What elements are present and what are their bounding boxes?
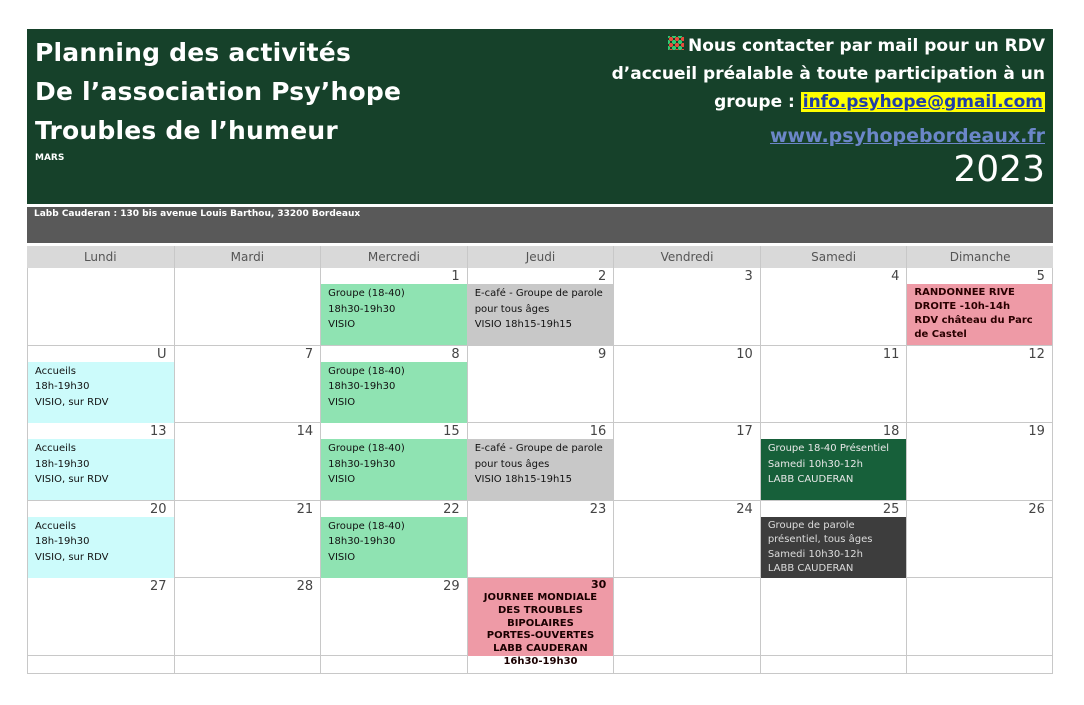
day-number: 19 <box>1028 424 1045 439</box>
day-number: 23 <box>589 501 607 517</box>
event-text: Groupe (18-40) 18h30-19h30 VISIO <box>328 520 405 563</box>
calendar-day-cell[interactable] <box>760 423 907 500</box>
calendar-week <box>27 423 1053 501</box>
empty-cell <box>613 656 760 673</box>
calendar-event[interactable] <box>761 439 907 500</box>
calendar-day-cell[interactable] <box>906 501 1053 578</box>
event-text: Groupe (18-40) 18h30-19h30 VISIO <box>328 365 405 408</box>
day-number: 14 <box>296 424 314 439</box>
calendar-day-cell[interactable] <box>613 346 760 423</box>
title-line-3: Troubles de l’humeur <box>35 116 338 145</box>
calendar-day-cell[interactable] <box>760 268 907 345</box>
calendar-event[interactable] <box>28 517 174 578</box>
calendar-day-cell[interactable] <box>320 346 467 423</box>
calendar-day-cell[interactable] <box>906 346 1053 423</box>
header-banner <box>27 29 1053 204</box>
empty-cell <box>27 656 174 673</box>
calendar-day-cell[interactable] <box>467 423 614 500</box>
day-number: 29 <box>443 579 460 594</box>
day-number: 5 <box>1036 269 1045 284</box>
calendar-event[interactable] <box>468 284 614 345</box>
event-text: E-café - Groupe de parole pour tous âges VISIO 18h15-19h15 <box>474 288 603 330</box>
title-line-1: Planning des activités <box>35 38 352 67</box>
calendar-day-cell[interactable] <box>906 268 1053 345</box>
day-number: 25 <box>882 501 900 517</box>
calendar-day-cell[interactable] <box>613 268 760 345</box>
day-number: 21 <box>296 501 314 517</box>
calendar-day-cell[interactable] <box>320 423 467 500</box>
address-bar <box>27 207 1053 243</box>
contact-line-3: groupe : <box>714 92 801 112</box>
day-number: U <box>157 346 167 362</box>
calendar-day-cell[interactable] <box>467 268 614 345</box>
calendar-event[interactable] <box>321 439 467 500</box>
address-text: Labb Cauderan : 130 bis avenue Louis Barthou, 33200 Bordeaux <box>34 209 361 219</box>
dow-label: Vendredi <box>613 246 760 268</box>
calendar-tail-row <box>27 656 1053 674</box>
day-number: 10 <box>736 346 753 362</box>
day-number: 17 <box>736 424 753 439</box>
calendar-event[interactable] <box>907 284 1052 345</box>
dow-label: Mardi <box>174 246 321 268</box>
event-text: Groupe 18-40 Présentiel Samedi 10h30-12h LABB CAUDERAN <box>767 443 890 485</box>
empty-cell <box>906 656 1053 673</box>
empty-cell <box>174 656 321 673</box>
dow-label: Samedi <box>760 246 907 268</box>
calendar-day-cell[interactable] <box>467 346 614 423</box>
calendar-event[interactable] <box>28 439 174 500</box>
empty-cell <box>320 656 467 673</box>
day-number: 2 <box>597 269 607 284</box>
event-text: JOURNEE MONDIALE DES TROUBLES BIPOLAIRES PORTES-OUVERTES LABB CAUDERAN 16h30-19h30 <box>483 592 598 667</box>
contact-line-2: d’accueil préalable à toute participation à un <box>611 64 1045 84</box>
day-number: 9 <box>597 346 607 362</box>
calendar-day-cell[interactable] <box>613 423 760 500</box>
calendar-day-cell[interactable] <box>613 578 760 655</box>
event-text: E-café - Groupe de parole pour tous âges VISIO 18h15-19h15 <box>474 443 603 485</box>
calendar-day-cell[interactable] <box>467 578 614 667</box>
day-of-week-header <box>27 246 1053 268</box>
event-text: Groupe (18-40) 18h30-19h30 VISIO <box>328 443 405 485</box>
day-number: 22 <box>443 501 460 517</box>
calendar-day-cell[interactable] <box>906 578 1053 655</box>
event-text: RANDONNEE RIVE DROITE -10h-14h RDV château du Parc de Castel <box>914 287 1033 340</box>
calendar-day-cell[interactable] <box>174 423 321 500</box>
day-number: 1 <box>451 269 460 284</box>
calendar-week <box>27 578 1053 667</box>
calendar-day-cell[interactable] <box>613 501 760 578</box>
calendar-event[interactable] <box>28 362 174 423</box>
calendar-event[interactable] <box>761 517 907 578</box>
title-line-2: De l’association Psy’hope <box>35 77 402 106</box>
day-number: 30 <box>590 578 607 591</box>
day-number: 18 <box>882 424 900 439</box>
day-number: 26 <box>1028 501 1045 517</box>
year-label: 2023 <box>953 149 1045 190</box>
day-number: 20 <box>150 501 167 517</box>
calendar-event[interactable] <box>468 439 614 500</box>
event-text: Accueils 18h-19h30 VISIO, sur RDV <box>35 365 109 408</box>
calendar-day-cell[interactable] <box>27 501 174 578</box>
calendar-day-cell[interactable] <box>760 346 907 423</box>
calendar-day-cell[interactable] <box>760 501 907 578</box>
event-text: Accueils 18h-19h30 VISIO, sur RDV <box>35 443 109 485</box>
day-number: 28 <box>296 579 314 594</box>
day-number: 27 <box>150 579 167 594</box>
calendar-day-cell[interactable] <box>174 268 321 345</box>
month-label: MARS <box>35 153 65 163</box>
contact-block <box>545 32 1045 116</box>
empty-cell <box>467 656 614 673</box>
day-number: 16 <box>589 424 607 439</box>
calendar-day-cell[interactable] <box>174 346 321 423</box>
calendar-day-cell[interactable] <box>174 578 321 655</box>
calendar-day-cell[interactable] <box>174 501 321 578</box>
dow-label: Jeudi <box>467 246 614 268</box>
dow-label: Lundi <box>83 250 117 264</box>
day-number: 13 <box>150 424 167 439</box>
page-title <box>35 33 401 150</box>
calendar-day-cell[interactable] <box>760 578 907 655</box>
weeks-container <box>27 268 1053 667</box>
calendar-week <box>27 346 1053 424</box>
calendar-day-cell[interactable] <box>320 578 467 655</box>
day-number: 8 <box>451 346 460 362</box>
dow-label: Mercredi <box>320 246 467 268</box>
calendar-day-cell[interactable] <box>320 268 467 345</box>
calendar-day-cell[interactable] <box>27 346 174 423</box>
event-text: Groupe (18-40) 18h30-19h30 VISIO <box>328 288 405 330</box>
event-text: Accueils 18h-19h30 VISIO, sur RDV <box>35 520 109 563</box>
calendar-day-cell[interactable] <box>467 501 614 578</box>
calendar-day-cell[interactable] <box>320 501 467 578</box>
day-number: 24 <box>736 501 753 517</box>
calendar-day-cell[interactable] <box>27 268 174 345</box>
day-number: 15 <box>443 424 460 439</box>
calendar-day-cell[interactable] <box>27 578 174 655</box>
day-number: 12 <box>1028 346 1045 362</box>
empty-cell <box>760 656 907 673</box>
dow-label: Dimanche <box>906 246 1053 268</box>
calendar-grid <box>27 246 1053 674</box>
calendar-day-cell[interactable] <box>27 423 174 500</box>
calendar-week <box>27 268 1053 346</box>
day-number: 4 <box>891 269 900 284</box>
event-text: Groupe de parole présentiel, tous âges Samedi 10h30-12h LABB CAUDERAN <box>767 519 873 574</box>
calendar-event[interactable] <box>321 362 467 423</box>
calendar-week <box>27 501 1053 579</box>
calendar-event[interactable] <box>321 284 467 345</box>
calendar-day-cell[interactable] <box>906 423 1053 500</box>
day-number: 3 <box>744 269 753 284</box>
calendar-event[interactable] <box>468 578 614 667</box>
calendar-event[interactable] <box>321 517 467 578</box>
email-link[interactable]: info.psyhope@gmail.com <box>802 92 1043 112</box>
contact-line-1: Nous contacter par mail pour un RDV <box>688 36 1045 56</box>
day-number: 11 <box>882 346 900 362</box>
dots-icon <box>668 36 684 50</box>
website-link[interactable]: www.psyhopebordeaux.fr <box>770 125 1045 147</box>
day-number: 7 <box>304 346 314 362</box>
